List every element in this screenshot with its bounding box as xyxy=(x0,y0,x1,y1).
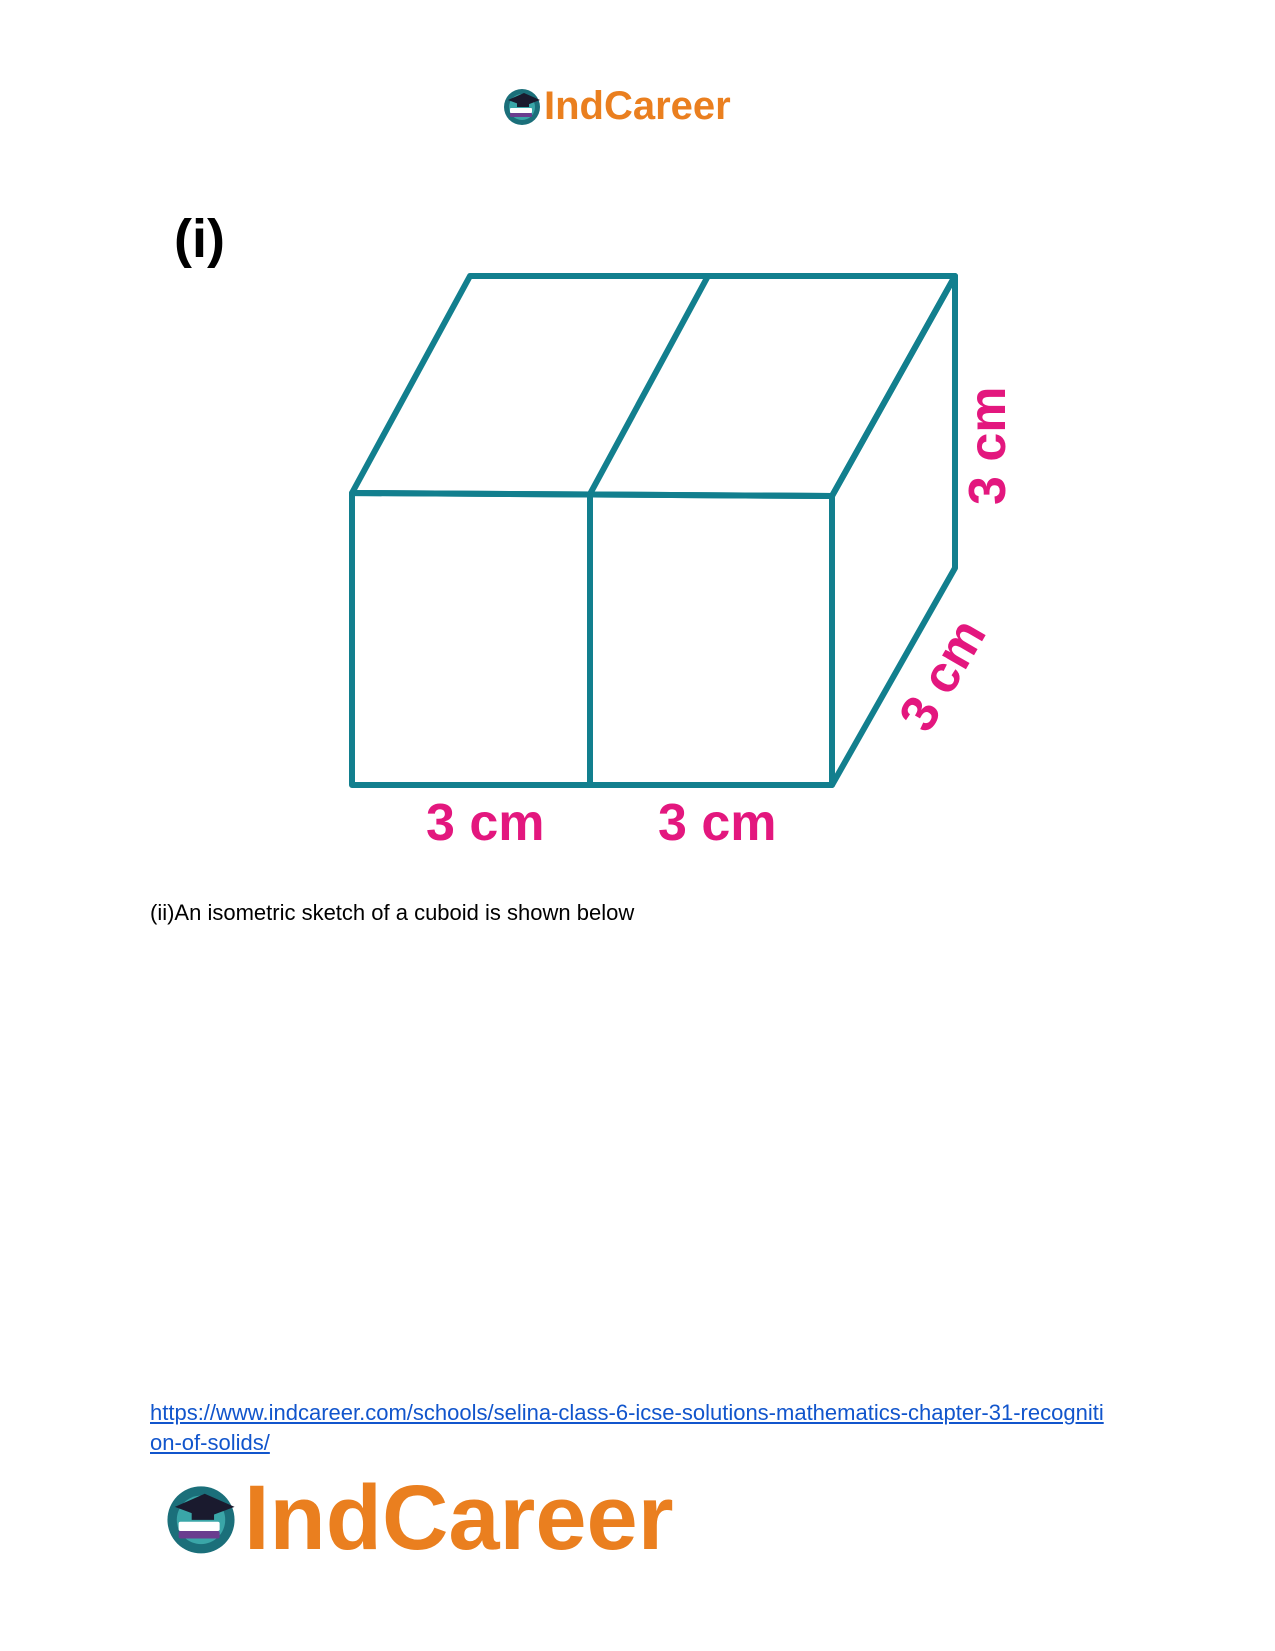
logo-wordmark: IndCareer xyxy=(544,84,731,128)
top-face xyxy=(352,276,955,496)
dimension-label-bottom-right: 3 cm xyxy=(658,794,777,852)
dimension-label-bottom-left: 3 cm xyxy=(426,794,545,852)
caption-text: (ii)An isometric sketch of a cuboid is shown below xyxy=(150,900,635,925)
footer-logo xyxy=(160,1468,720,1568)
top-divider xyxy=(590,276,708,494)
logo-wordmark: IndCareer xyxy=(244,1467,674,1569)
dimension-label-height: 3 cm xyxy=(959,386,1017,505)
source-link[interactable]: https://www.indcareer.com/schools/selina-class-6-icse-solutions-mathematics-chapter-31-recognition-of-solids/ xyxy=(150,1400,1104,1455)
graduation-cap-globe-icon xyxy=(160,1477,242,1559)
dimension-label-depth: 3 cm xyxy=(888,609,998,741)
part-label: (i) xyxy=(174,209,225,269)
